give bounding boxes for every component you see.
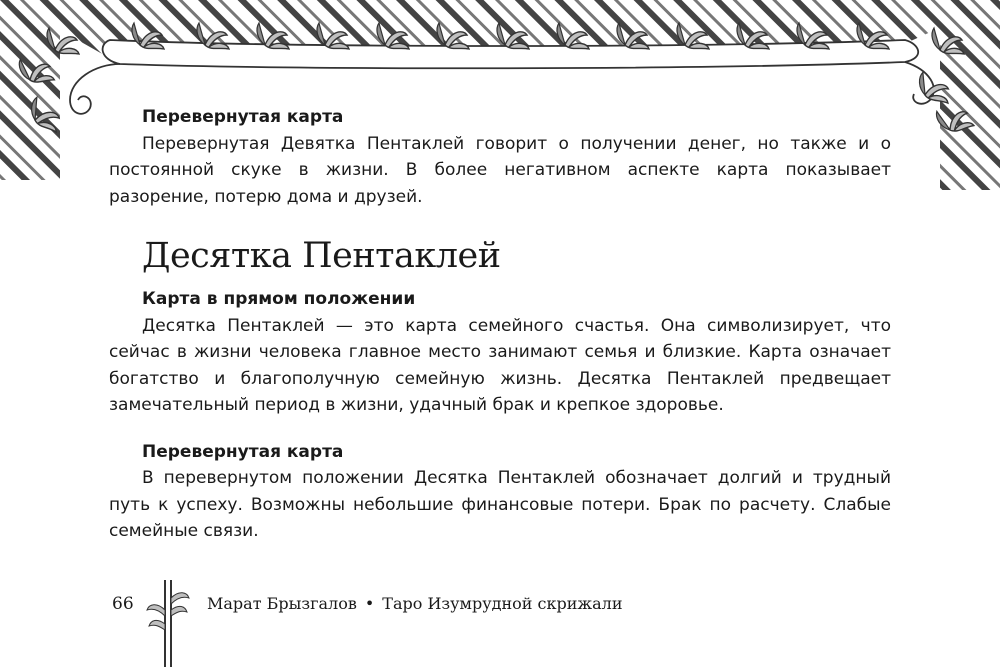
paragraph: Десятка Пентаклей — это карта семейного счастья. Она символизирует, что сейчас в жизни человека главное место занимают семья и близкие. Карта означает богатство и благополучную семейную жизнь. Десятка Пентаклей предвещает замечательный период в жизни, удачный брак и крепкое здоровье. bbox=[109, 315, 891, 415]
book-title: Таро Изумрудной скрижали bbox=[382, 594, 623, 613]
paragraph: Перевернутая Девятка Пентаклей говорит о получении денег, но также и о постоянной скуке в жизни. В более негативном аспекте карта показывает разорение, потерю дома и друзей. bbox=[109, 133, 891, 207]
page-footer bbox=[0, 580, 1000, 667]
running-head bbox=[207, 594, 622, 613]
author-name: Марат Брызгалов bbox=[207, 594, 357, 613]
page-body bbox=[109, 104, 891, 545]
chapter-title: Десятка Пентаклей bbox=[142, 236, 501, 276]
section-heading: Перевернутая карта bbox=[142, 107, 344, 127]
page-number: 66 bbox=[112, 594, 134, 614]
paragraph: В перевернутом положении Десятка Пентаклей обозначает долгий и трудный путь к успеху. Возможны небольшие финансовые потери. Брак по расчету. Слабые семейные связи. bbox=[109, 468, 891, 541]
section-heading: Карта в прямом положении bbox=[142, 289, 416, 309]
footer-ornament-icon bbox=[145, 580, 195, 667]
section-heading: Перевернутая карта bbox=[142, 441, 344, 462]
separator-bullet: • bbox=[364, 594, 375, 613]
